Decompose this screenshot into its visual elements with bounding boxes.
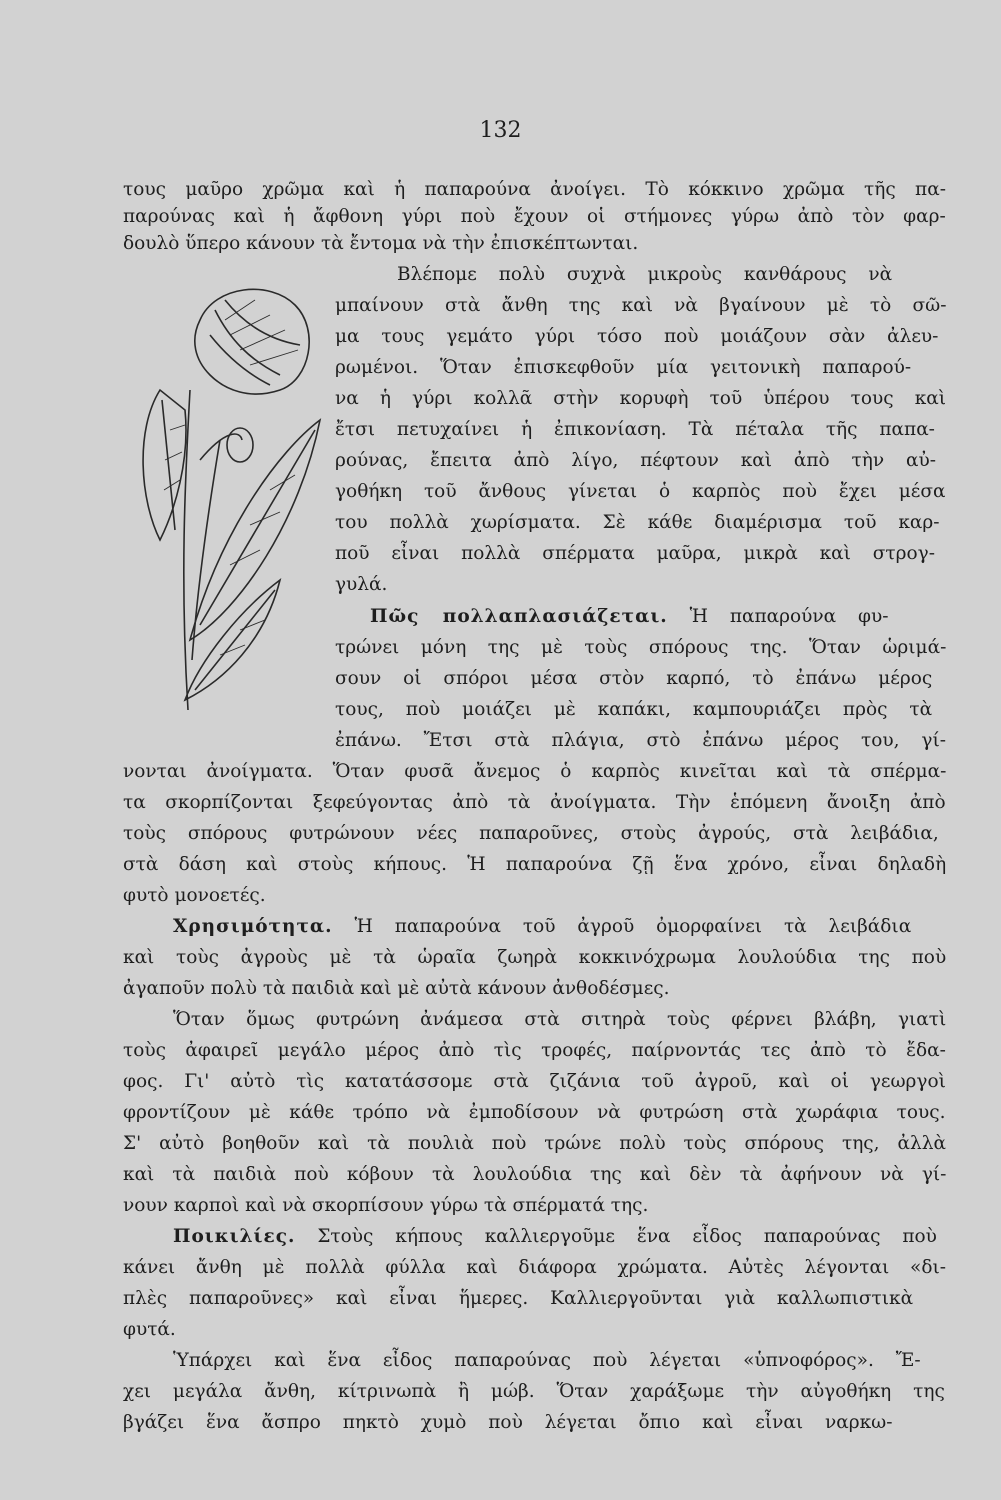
line-text: τοὺς σπόρους φυτρώνουν νέες παπαροῦνες, στοὺς ἀγρούς, στὰ λειβάδια, — [123, 823, 939, 844]
text-line — [123, 1161, 946, 1189]
line-text: ἔτσι πετυχαίνει ἡ ἐπικονίαση. Τὰ πέταλα τῆς παπα- — [335, 419, 935, 440]
text-line — [123, 1378, 945, 1406]
page-number: 132 — [479, 118, 522, 143]
line-text: ποῦ εἶναι πολλὰ σπέρματα μαῦρα, μικρὰ καὶ στρογ- — [335, 543, 935, 564]
line-text: σουν οἱ σπόροι μέσα στὸν καρπό, τὸ ἐπάνω μέρος — [335, 668, 933, 689]
line-text: τρώνει μόνη της μὲ τοὺς σπόρους της. Ὅταν ὡριμά- — [335, 637, 947, 658]
text-line — [123, 1130, 946, 1158]
line-text: τα σκορπίζονται ξεφεύγοντας ἀπὸ τὰ ἀνοίγματα. Τὴν ἑπόμενη ἄνοιξη ἀπὸ — [123, 792, 946, 813]
line-text: του πολλὰ χωρίσματα. Σὲ κάθε διαμέρισμα τοῦ καρ- — [335, 512, 940, 533]
text-line — [123, 1409, 893, 1437]
text-line — [123, 1099, 946, 1127]
line-text: βγάζει ἕνα ἄσπρο πηκτὸ χυμὸ ποὺ λέγεται ὄπιο καὶ εἶναι ναρκω- — [123, 1412, 893, 1433]
text-line — [335, 540, 935, 568]
text-line — [335, 354, 911, 382]
text-line — [335, 385, 946, 413]
line-text: Σ' αὐτὸ βοηθοῦν καὶ τὰ πουλιὰ ποὺ τρώνε πολὺ τοὺς σπόρους της, ἀλλὰ — [123, 1133, 946, 1154]
line-text: φροντίζουν μὲ κάθε τρόπο νὰ ἐμποδίσουν νὰ φυτρώση στὰ χωράφια τους. — [123, 1102, 946, 1123]
line-text: ἐπάνω. Ἔτσι στὰ πλάγια, στὸ ἐπάνω μέρος του, γί- — [335, 730, 946, 751]
text-line — [123, 1254, 946, 1282]
line-text: ρούνας, ἔπειτα ἀπὸ λίγο, πέφτουν καὶ ἀπὸ τὴν αὐ- — [335, 450, 936, 471]
text-line — [173, 1006, 946, 1034]
text-line — [123, 975, 670, 1003]
line-text: καὶ τοὺς ἀγροὺς μὲ τὰ ὡραῖα ζωηρὰ κοκκινόχρωμα λουλούδια της ποὺ — [123, 947, 947, 968]
line-text: τοὺς ἀφαιρεῖ μεγάλο μέρος ἀπὸ τὶς τροφές, παίρνοντάς τες ἀπὸ τὸ ἔδα- — [123, 1040, 946, 1061]
line-text: Στοὺς κήπους καλλιεργοῦμε ἕνα εἶδος παπαρούνας ποὺ — [295, 1226, 937, 1247]
line-text: τους, ποὺ μοιάζει μὲ καπάκι, καμπουριάζει πρὸς τὰ — [335, 699, 933, 720]
line-text: γυλά. — [335, 574, 388, 595]
text-line — [335, 292, 946, 320]
text-line — [370, 603, 888, 631]
text-line — [335, 323, 938, 351]
line-text: πλὲς παπαροῦνες» καὶ εἶναι ἥμερες. Καλλιεργοῦνται γιὰ καλλωπιστικὰ — [123, 1288, 914, 1309]
line-text: καὶ τὰ παιδιὰ ποὺ κόβουν τὰ λουλούδια της καὶ δὲν τὰ ἀφήνουν νὰ γί- — [123, 1164, 947, 1185]
text-line — [173, 913, 911, 941]
line-text: κάνει ἄνθη μὲ πολλὰ φύλλα καὶ διάφορα χρώματα. Αὐτὲς λέγονται «δι- — [123, 1257, 947, 1278]
line-text: τους μαῦρο χρῶμα καὶ ἡ παπαρούνα ἀνοίγει. Τὸ κόκκινο χρῶμα τῆς πα- — [123, 179, 946, 200]
text-line — [335, 478, 945, 506]
text-line — [123, 176, 946, 204]
text-line — [123, 758, 946, 786]
text-line — [335, 665, 932, 693]
line-text: Ἡ παπαρούνα τοῦ ἀγροῦ ὀμορφαίνει τὰ λειβάδια — [332, 916, 912, 937]
line-text: φυτὸ μονοετές. — [123, 885, 266, 906]
line-text: ἀγαποῦν πολὺ τὰ παιδιὰ καὶ μὲ αὐτὰ κάνουν ἀνθοδέσμες. — [123, 978, 670, 999]
line-text: φυτά. — [123, 1319, 176, 1340]
text-line — [335, 571, 387, 599]
text-line — [123, 1316, 176, 1344]
line-text: στὰ δάση καὶ στοὺς κήπους. Ἡ παπαρούνα ζῇ ἕνα χρόνο, εἶναι δηλαδὴ — [123, 854, 947, 875]
text-line — [335, 634, 946, 662]
text-line — [123, 820, 939, 848]
line-text: φος. Γι' αὐτὸ τὶς κατατάσσομε στὰ ζιζάνια τοῦ ἀγροῦ, καὶ οἱ γεωργοὶ — [123, 1071, 946, 1092]
line-text: να ἡ γύρι κολλᾶ στὴν κορυφὴ τοῦ ὑπέρου τους καὶ — [335, 388, 947, 409]
line-text: Ἡ παπαρούνα φυ- — [667, 606, 889, 627]
text-line — [335, 447, 936, 475]
section-heading: Πῶς πολλαπλασιάζεται. — [370, 606, 668, 627]
text-line — [123, 944, 946, 972]
text-line — [335, 696, 932, 724]
text-line — [173, 1347, 921, 1375]
text-line — [123, 882, 266, 910]
text-line — [123, 1068, 946, 1096]
line-text: νουν καρποὶ καὶ νὰ σκορπίσουν γύρω τὰ σπέρματά της. — [123, 1195, 649, 1216]
text-line — [173, 1223, 937, 1251]
line-text: χει μεγάλα ἄνθη, κίτρινωπὰ ἢ μώβ. Ὅταν χαράξωμε τὴν αὐγοθήκη της — [123, 1381, 945, 1402]
text-line — [123, 203, 946, 231]
text-line — [335, 727, 946, 755]
line-text: μα τους γεμάτο γύρι τόσο ποὺ μοιάζουν σὰν ἀλευ- — [335, 326, 939, 347]
line-text: Ὅταν ὅμως φυτρώνη ἀνάμεσα στὰ σιτηρὰ τοὺς φέρνει βλάβη, γιατὶ — [173, 1009, 947, 1030]
line-text: παρούνας καὶ ἡ ἄφθονη γύρι ποὺ ἔχουν οἱ στήμονες γύρω ἀπὸ τὸν φαρ- — [123, 206, 946, 227]
line-text: Ὑπάρχει καὶ ἕνα εἶδος παπαρούνας ποὺ λέγεται «ὑπνοφόρος». Ἔ- — [173, 1350, 921, 1371]
section-heading: Χρησιμότητα. — [173, 916, 333, 937]
line-text: γοθήκη τοῦ ἄνθους γίνεται ὁ καρπὸς ποὺ ἔχει μέσα — [335, 481, 946, 502]
text-line — [397, 261, 892, 289]
text-line — [335, 416, 935, 444]
text-line — [123, 1285, 913, 1313]
line-text: ρωμένοι. Ὅταν ἐπισκεφθοῦν μία γειτονικὴ παπαρού- — [335, 357, 912, 378]
line-text: νονται ἀνοίγματα. Ὅταν φυσᾶ ἄνεμος ὁ καρπὸς κινεῖται καὶ τὰ σπέρμα- — [123, 761, 947, 782]
text-line — [123, 789, 946, 817]
text-line — [123, 851, 946, 879]
line-text: Βλέπομε πολὺ συχνὰ μικροὺς κανθάρους νὰ — [397, 264, 893, 285]
poppy-illustration — [130, 280, 330, 720]
text-line — [123, 230, 638, 258]
text-line — [123, 1192, 648, 1220]
section-heading: Ποικιλίες. — [173, 1226, 296, 1247]
line-text: δουλὸ ὕπερο κάνουν τὰ ἔντομα νὰ τὴν ἐπισκέπτωνται. — [123, 233, 639, 254]
text-line — [123, 1037, 946, 1065]
text-line — [335, 509, 940, 537]
line-text: μπαίνουν στὰ ἄνθη της καὶ νὰ βγαίνουν μὲ τὸ σῶ- — [335, 295, 947, 316]
